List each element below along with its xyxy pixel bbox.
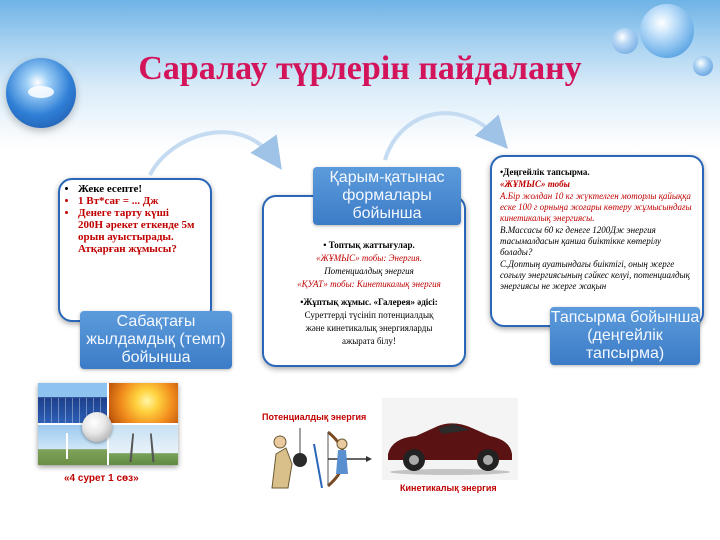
card-tempo-item-2: • 1 Вт*сағ = ... Дж <box>78 195 196 207</box>
card-communication-line-3: Потенциалдық энергия <box>324 266 414 276</box>
card-tempo-label: Сабақтағы жылдамдық (темп) бойынша <box>80 311 232 369</box>
kinetic-energy-caption: Кинетикалық энергия <box>400 483 497 493</box>
sun-image <box>109 383 178 423</box>
potential-energy-caption: Потенциалдық энергия <box>262 412 367 422</box>
card-communication-line-4: «ҚУАТ» тобы: Кинетикалық энергия <box>297 279 441 289</box>
card-communication-label: Қарым-қатынас формалары бойынша <box>313 167 461 225</box>
card-task-content <box>500 167 692 293</box>
card-task-line-2: «ЖҰМЫС» тобы <box>500 179 570 189</box>
sports-car-image <box>382 398 518 480</box>
card-communication-line-7: және кинетикалық энергияларды <box>305 323 433 333</box>
card-communication-line-2: «ЖҰМЫС» тобы: Энергия. <box>316 253 422 263</box>
card-tempo-item-1: • Жеке есепте! <box>78 183 196 195</box>
potential-energy-illustration <box>262 424 374 492</box>
card-task-line-1: •Деңгейлік тапсырма. <box>500 167 590 177</box>
card-communication-content <box>280 240 458 349</box>
power-tower-image <box>109 425 178 465</box>
slide-title: Саралау түрлерін пайдалану <box>138 50 582 87</box>
card-tempo-content <box>66 183 196 255</box>
light-bulb-icon <box>82 412 112 442</box>
card-task-line-3: А.Бір жолдан 10 кг жүктелген моторлы қайыққа еске 100 г орныңа жоғары көтеру жұмысындағы кинетикалық энергиясы. <box>500 191 692 223</box>
card-communication-line-1: • Топтық жаттығулар. <box>323 240 415 250</box>
card-task-label: Тапсырма бойынша (деңгейлік тапсырма) <box>550 307 700 365</box>
card-task-line-4: В.Массасы 60 кг денеге 1200Дж энергия тасымалдасын қанша биіктікке көтерілу болады? <box>500 225 662 257</box>
card-task-line-5: С.Доптың ауатындағы биіктігі, оның жерге соғылу энергиясының сәйкес келуі, потенциалдық энергиясы не жерге жақын <box>500 259 690 291</box>
card-tempo-item-3: • Денеге тарту күші 200Н әрекет еткенде 5м орын ауыстырады. Атқарған жұмысы? <box>78 207 196 255</box>
card-communication-line-8: ажырата білу! <box>342 336 396 346</box>
card-communication-line-5: •Жұптық жұмыс. «Галерея» әдісі: <box>300 297 438 307</box>
card-communication-line-6: Суреттерді түсініп потенциалдық <box>304 310 434 320</box>
collage-caption: «4 сурет 1 сөз» <box>64 473 139 484</box>
